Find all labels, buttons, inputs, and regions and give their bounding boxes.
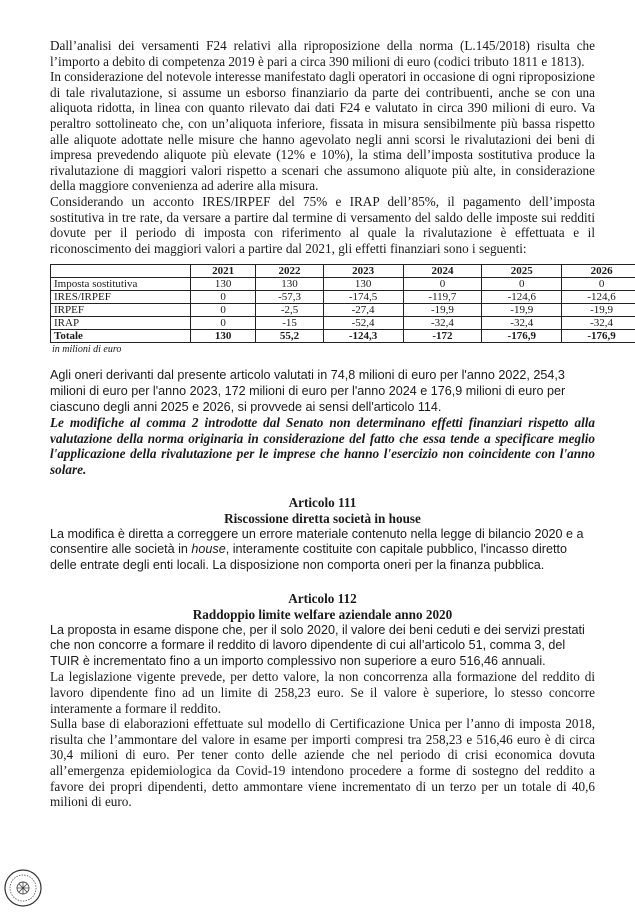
- table-cell: 0: [482, 278, 562, 291]
- table-cell: -124,6: [562, 291, 635, 304]
- article-111-text-start: La modifica è diretta a correggere un errore materiale contenuto nella legge di bilancio 2020 e a consentire alle società in: [50, 526, 584, 557]
- table-cell: -57,3: [256, 291, 323, 304]
- table-cell: -174,5: [323, 291, 403, 304]
- table-cell: -176,9: [562, 330, 635, 343]
- article-112-number: Articolo 112: [288, 591, 357, 607]
- charges-paragraph: Agli oneri derivanti dal presente articolo valutati in 74,8 milioni di euro per l'anno 2022, 254,3 milioni di euro per l'anno 2023, 172 milioni di euro per l'anno 2024 e 176,9 milioni di euro per ciascuno degli anni 2025 e 2026, si provvede ai sensi dell'articolo 114.: [50, 368, 566, 414]
- document-page: [50, 38, 616, 810]
- table-header-cell: 2025: [482, 265, 562, 278]
- table-cell: -19,9: [482, 304, 562, 317]
- intro-paragraph-3: Considerando un acconto IRES/IRPEF del 75% e IRAP dell’85%, il pagamento dell’imposta sostitutiva in tre rate, da versare a partire dal termine di versamento del saldo delle imposte sui redditi dovute per il periodo di imposta con riferimento al quale la rivalutazione è effettuata e il riconoscimento dei maggiori valori a partire dal 2021, gli effetti finanziari sono i seguenti:: [50, 193, 595, 256]
- table-header-cell: 2022: [256, 265, 323, 278]
- table-cell: -124,6: [482, 291, 562, 304]
- table-cell: 0: [191, 291, 256, 304]
- article-111-title: Riscossione diretta società in house: [224, 511, 421, 527]
- table-cell: -172: [403, 330, 482, 343]
- table-cell: -52,4: [323, 317, 403, 330]
- table-total-row: [51, 330, 635, 343]
- table-row: [51, 304, 635, 317]
- table-cell: 55,2: [256, 330, 323, 343]
- spacer: [50, 477, 595, 495]
- table-cell: -124,3: [323, 330, 403, 343]
- table-header-cell: 2024: [403, 265, 482, 278]
- table-row-label: Totale: [51, 330, 191, 343]
- table-row-label: Imposta sostitutiva: [51, 278, 191, 291]
- table-row-label: IRES/IRPEF: [51, 291, 191, 304]
- table-cell: 0: [191, 304, 256, 317]
- financial-effects-table: [50, 264, 635, 343]
- table-cell: -32,4: [403, 317, 482, 330]
- article-112-paragraph-2: La legislazione vigente prevede, per detto valore, la non concorrenza alla formazione del reddito di lavoro dipendente fino ad un limite di 258,23 euro. Se il valore è superiore, lo stesso concorre interamente a formare il reddito.: [50, 669, 595, 716]
- spacer: [50, 573, 595, 591]
- article-111-italic-word: house: [191, 542, 226, 557]
- article-111-paragraph: [50, 527, 595, 574]
- table-cell: -32,4: [562, 317, 635, 330]
- intro-paragraph-1: Dall’analisi dei versamenti F24 relativi alla riproposizione della norma (L.145/2018) risulta che l’importo a debito di competenza 2019 è pari a circa 390 milioni di euro (codici tributo 1811 e 1813).: [50, 38, 595, 69]
- table-cell: -27,4: [323, 304, 403, 317]
- table-row-label: IRAP: [51, 317, 191, 330]
- table-unit-note: in milioni di euro: [52, 344, 122, 356]
- senate-amendment-paragraph: Le modifiche al comma 2 introdotte dal Senato non determinano effetti finanziari rispetto alla valutazione della norma originaria in considerazione del fatto che essa tende a specificare meglio l'applicazione della rivalutazione per le imprese che hanno l'esercizio non coincidente con l'anno solare.: [50, 415, 595, 477]
- table-header-cell: [51, 265, 191, 278]
- article-112-paragraph-1: La proposta in esame dispone che, per il solo 2020, il valore dei beni ceduti e dei servizi prestati che non concorre a formare il reddito di lavoro dipendente di cui all’articolo 51, comma 3, del TUIR è incrementato fino a un importo complessivo non superiore a euro 516,46 annuali.: [50, 622, 585, 668]
- table-row-label: IRPEF: [51, 304, 191, 317]
- official-seal-stamp: [3, 868, 43, 908]
- article-112-paragraph-3: Sulla base di elaborazioni effettuate sul modello di Certificazione Unica per l’anno di imposta 2018, risulta che l’ammontare del valore in esame per importi compresi tra 258,23 e 516,46 euro è di circa 30,4 milioni di euro. Per tener conto delle aziende che nel periodo di crisi economica dovuta all’emergenza epidemiologica da Covid-19 intendono procedere a forme di sostegno del reddito a favore dei propri dipendenti, detto ammontare viene incrementato di un terzo per un totale di 40,6 milioni di euro.: [50, 716, 595, 810]
- table-cell: 0: [191, 317, 256, 330]
- table-cell: 130: [323, 278, 403, 291]
- article-111-text-end: , interamente costituite con capitale pubblico, l'incasso diretto delle entrate degli enti locali. La disposizione non comporta oneri per la finanza pubblica.: [50, 542, 567, 572]
- table-row: [51, 317, 635, 330]
- table-header-cell: 2021: [191, 265, 256, 278]
- table-cell: -2,5: [256, 304, 323, 317]
- table-cell: -32,4: [482, 317, 562, 330]
- table-row: [51, 278, 635, 291]
- intro-paragraph-2: In considerazione del notevole interesse manifestato dagli operatori in occasione di ogni riproposizione di tale rivalutazione, si assume un esborso finanziario da parte dei contribuenti, anche se con una aliquota ridotta, in linea con quanto rilevato dai dati F24 e valutato in circa 390 milioni di euro. Va peraltro sottolineato che, con un’aliquota inferiore, fissata in misura sensibilmente più bassa rispetto alle aliquote adottate nelle misure che hanno agevolato negli anni scorsi le rivalutazioni dei beni di impresa prevedendo aliquote più elevate (12% e 10%), la stima dell’imposta sostitutiva produce la rivalutazione di maggiori valori rispetto a scenari che assumono aliquote più alte, in considerazione della maggiore convenienza ad aderire alla misura.: [50, 69, 595, 194]
- table-cell: 130: [191, 330, 256, 343]
- table-cell: 0: [562, 278, 635, 291]
- table-header-cell: 2026: [562, 265, 635, 278]
- article-111-number: Articolo 111: [288, 495, 357, 511]
- table-cell: 0: [403, 278, 482, 291]
- table-header-row: [51, 265, 635, 278]
- article-112-title: Raddoppio limite welfare aziendale anno 2020: [192, 607, 453, 623]
- table-cell: -19,9: [403, 304, 482, 317]
- table-row: [51, 291, 635, 304]
- table-cell: -119,7: [403, 291, 482, 304]
- table-cell: 130: [191, 278, 256, 291]
- table-cell: -176,9: [482, 330, 562, 343]
- table-cell: -19,9: [562, 304, 635, 317]
- table-header-cell: 2023: [323, 265, 403, 278]
- table-cell: 130: [256, 278, 323, 291]
- table-cell: -15: [256, 317, 323, 330]
